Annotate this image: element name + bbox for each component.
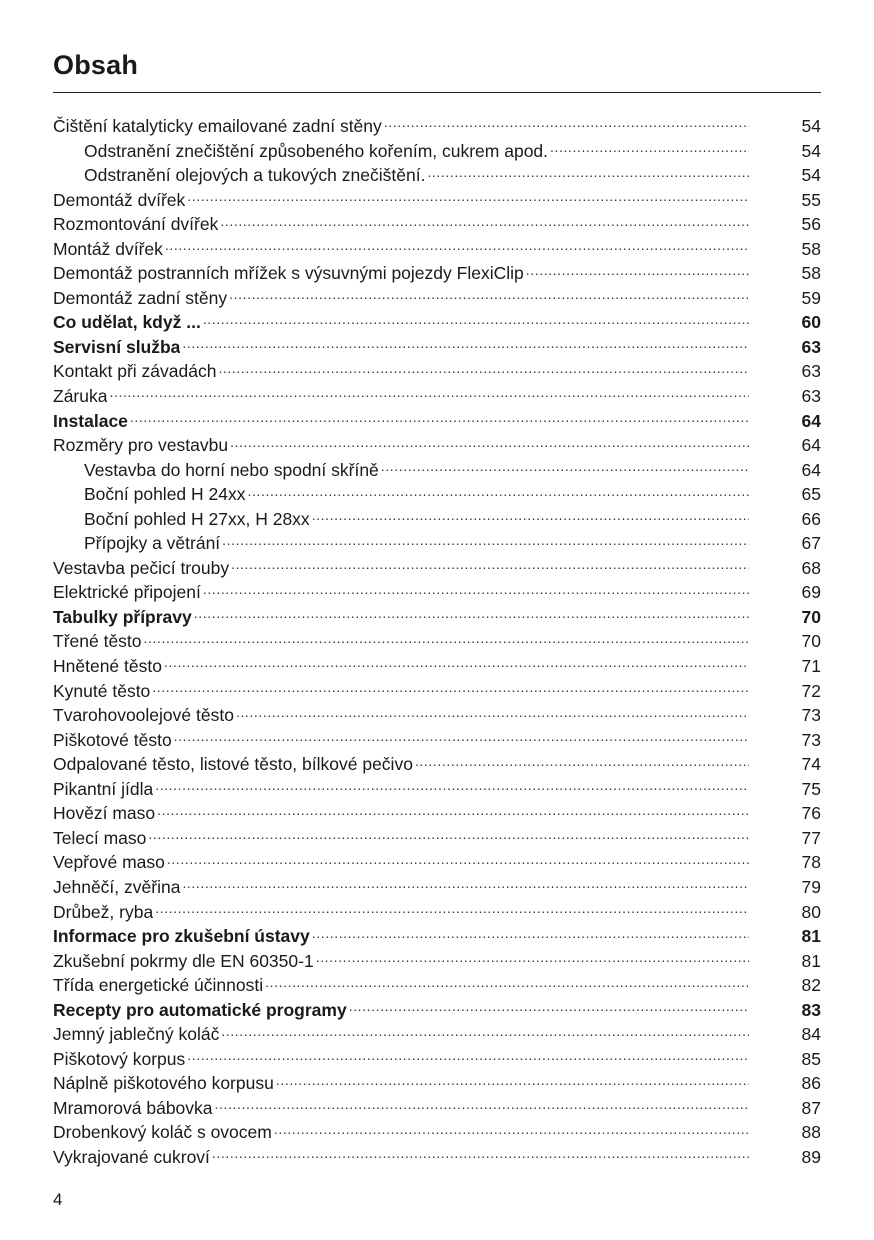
toc-dot-leader: [221, 1023, 749, 1041]
toc-dot-leader: [164, 655, 749, 673]
toc-entry-page: 54: [801, 140, 821, 161]
toc-entry-title: Elektrické připojení: [53, 582, 201, 603]
toc-dot-leader: [248, 483, 750, 501]
toc-entry-title: Telecí maso: [53, 827, 147, 848]
toc-entry-page: 69: [801, 582, 821, 603]
toc-entry-page: 89: [801, 1146, 821, 1167]
toc-entry[interactable]: [53, 1120, 821, 1145]
toc-entry-title: Pikantní jídla: [53, 778, 154, 799]
toc-dot-leader: [130, 409, 749, 427]
toc-dot-leader: [187, 188, 749, 206]
toc-entry-page: 56: [801, 214, 821, 235]
toc-entry[interactable]: [53, 605, 821, 630]
toc-entry[interactable]: [53, 629, 821, 654]
toc-entry[interactable]: [53, 1022, 821, 1047]
toc-entry-page: 58: [801, 263, 821, 284]
toc-entry-title: Boční pohled H 27xx, H 28xx: [84, 508, 310, 529]
toc-entry-page: 65: [801, 484, 821, 505]
toc-dot-leader: [155, 900, 749, 918]
toc-entry-page: 75: [801, 778, 821, 799]
toc-dot-leader: [381, 458, 749, 476]
toc-dot-leader: [384, 115, 749, 133]
toc-entry[interactable]: [53, 703, 821, 728]
toc-entry-page: 66: [801, 508, 821, 529]
toc-dot-leader: [215, 1096, 749, 1114]
toc-dot-leader: [265, 974, 749, 992]
toc-dot-leader: [427, 164, 749, 182]
toc-entry-title: Instalace: [53, 410, 128, 431]
toc-entry[interactable]: [53, 924, 821, 949]
toc-entry-title: Záruka: [53, 386, 108, 407]
toc-dot-leader: [415, 753, 749, 771]
toc-entry-title: Kontakt při závadách: [53, 361, 217, 382]
toc-dot-leader: [316, 949, 749, 967]
toc-entry[interactable]: [53, 409, 821, 434]
toc-entry[interactable]: [53, 973, 821, 998]
toc-entry[interactable]: [53, 188, 821, 213]
toc-entry-page: 58: [801, 238, 821, 259]
toc-entry-page: 63: [801, 361, 821, 382]
toc-entry-title: Piškotové těsto: [53, 729, 172, 750]
toc-dot-leader: [222, 532, 749, 550]
toc-entry-title: Jemný jablečný koláč: [53, 1024, 220, 1045]
table-of-contents: [53, 114, 821, 1170]
toc-dot-leader: [220, 213, 749, 231]
toc-dot-leader: [203, 581, 749, 599]
toc-entry-title: Drůbež, ryba: [53, 901, 154, 922]
toc-dot-leader: [236, 704, 749, 722]
toc-entry-title: Piškotový korpus: [53, 1048, 186, 1069]
toc-entry-title: Kynuté těsto: [53, 680, 151, 701]
toc-entry-page: 83: [801, 999, 821, 1020]
toc-entry[interactable]: [53, 507, 821, 532]
toc-entry-page: 88: [801, 1122, 821, 1143]
toc-entry-page: 85: [801, 1048, 821, 1069]
toc-entry-page: 81: [801, 926, 821, 947]
toc-entry[interactable]: [53, 458, 821, 483]
toc-entry-page: 79: [801, 876, 821, 897]
toc-entry[interactable]: [53, 163, 821, 188]
toc-entry[interactable]: [53, 556, 821, 581]
toc-dot-leader: [144, 630, 749, 648]
toc-entry-title: Odpalované těsto, listové těsto, bílkové pečivo: [53, 754, 413, 775]
toc-entry[interactable]: [53, 237, 821, 262]
toc-entry[interactable]: [53, 1145, 821, 1170]
toc-entry-page: 71: [801, 656, 821, 677]
toc-entry-title: Jehněčí, zvěřina: [53, 876, 181, 897]
toc-entry[interactable]: [53, 212, 821, 237]
toc-entry-page: 82: [801, 975, 821, 996]
toc-entry-title: Přípojky a větrání: [84, 533, 221, 554]
toc-entry[interactable]: [53, 531, 821, 556]
toc-entry[interactable]: [53, 826, 821, 851]
toc-entry[interactable]: [53, 433, 821, 458]
toc-entry[interactable]: [53, 1096, 821, 1121]
toc-dot-leader: [157, 802, 749, 820]
toc-entry-page: 68: [801, 557, 821, 578]
toc-entry-page: 63: [801, 336, 821, 357]
toc-entry-page: 63: [801, 386, 821, 407]
toc-entry-page: 54: [801, 165, 821, 186]
toc-entry-page: 64: [801, 410, 821, 431]
toc-entry[interactable]: [53, 114, 821, 139]
toc-entry-page: 72: [801, 680, 821, 701]
toc-entry-title: Náplně piškotového korpusu: [53, 1073, 274, 1094]
toc-entry[interactable]: [53, 359, 821, 384]
toc-entry-page: 78: [801, 852, 821, 873]
toc-dot-leader: [165, 237, 749, 255]
toc-dot-leader: [312, 925, 749, 943]
toc-entry[interactable]: [53, 654, 821, 679]
toc-dot-leader: [526, 262, 749, 280]
toc-entry-title: Demontáž postranních mřížek s výsuvnými pojezdy FlexiClip: [53, 263, 524, 284]
toc-dot-leader: [274, 1121, 749, 1139]
toc-entry-title: Třída energetické účinnosti: [53, 975, 264, 996]
toc-entry-title: Vestavba do horní nebo spodní skříně: [84, 459, 379, 480]
page-title: Obsah: [53, 50, 139, 80]
toc-entry-page: 59: [801, 287, 821, 308]
toc-entry-title: Recepty pro automatické programy: [53, 999, 347, 1020]
toc-dot-leader: [148, 826, 749, 844]
toc-entry[interactable]: [53, 998, 821, 1023]
toc-entry-title: Hovězí maso: [53, 803, 156, 824]
toc-entry-title: Mramorová bábovka: [53, 1097, 213, 1118]
toc-entry[interactable]: [53, 752, 821, 777]
toc-entry-title: Vestavba pečicí trouby: [53, 557, 230, 578]
toc-entry-title: Boční pohled H 24xx: [84, 484, 246, 505]
toc-entry-page: 81: [801, 950, 821, 971]
toc-dot-leader: [276, 1072, 749, 1090]
toc-dot-leader: [182, 875, 749, 893]
toc-entry-page: 73: [801, 729, 821, 750]
toc-entry-title: Odstranění olejových a tukových znečištění.: [84, 165, 426, 186]
toc-dot-leader: [349, 998, 749, 1016]
toc-dot-leader: [109, 385, 749, 403]
toc-entry-page: 87: [801, 1097, 821, 1118]
toc-entry-title: Rozměry pro vestavbu: [53, 435, 229, 456]
toc-entry-page: 77: [801, 827, 821, 848]
toc-entry-title: Co udělat, když ...: [53, 312, 201, 333]
toc-entry-title: Demontáž zadní stěny: [53, 287, 228, 308]
toc-dot-leader: [174, 728, 749, 746]
title-divider: [53, 92, 821, 93]
toc-entry[interactable]: [53, 1047, 821, 1072]
toc-entry-title: Tvarohovoolejové těsto: [53, 705, 234, 726]
toc-entry[interactable]: [53, 949, 821, 974]
toc-entry[interactable]: [53, 286, 821, 311]
toc-entry[interactable]: [53, 261, 821, 286]
toc-dot-leader: [218, 360, 749, 378]
toc-entry-title: Montáž dvířek: [53, 238, 163, 259]
toc-entry[interactable]: [53, 139, 821, 164]
toc-dot-leader: [212, 1145, 749, 1163]
toc-entry[interactable]: [53, 801, 821, 826]
toc-entry-title: Drobenkový koláč s ovocem: [53, 1122, 272, 1143]
toc-entry-title: Hnětené těsto: [53, 656, 162, 677]
toc-entry-page: 60: [801, 312, 821, 333]
toc-dot-leader: [231, 556, 749, 574]
toc-dot-leader: [312, 507, 749, 525]
toc-entry-title: Vykrajované cukroví: [53, 1146, 210, 1167]
toc-entry-title: Čištění katalyticky emailované zadní stěny: [53, 116, 382, 136]
toc-entry-page: 84: [801, 1024, 821, 1045]
toc-entry-title: Vepřové maso: [53, 852, 165, 873]
toc-dot-leader: [167, 851, 749, 869]
toc-dot-leader: [182, 335, 749, 353]
toc-entry[interactable]: [53, 777, 821, 802]
toc-dot-leader: [550, 139, 749, 157]
toc-entry-title: Rozmontování dvířek: [53, 214, 219, 235]
toc-entry-page: 55: [801, 189, 821, 210]
toc-dot-leader: [152, 679, 749, 697]
toc-entry-title: Tabulky přípravy: [53, 606, 192, 627]
toc-dot-leader: [187, 1047, 749, 1065]
toc-entry-page: 74: [801, 754, 821, 775]
toc-entry-title: Informace pro zkušební ústavy: [53, 926, 310, 947]
page-number: 4: [53, 1190, 63, 1209]
toc-entry-page: 70: [801, 631, 821, 652]
toc-entry-page: 73: [801, 705, 821, 726]
toc-entry-page: 67: [801, 533, 821, 554]
toc-entry[interactable]: [53, 310, 821, 335]
toc-entry[interactable]: [53, 1071, 821, 1096]
toc-entry-title: Odstranění znečištění způsobeného kořením, cukrem apod.: [84, 140, 549, 161]
toc-dot-leader: [229, 286, 749, 304]
toc-entry[interactable]: [53, 850, 821, 875]
toc-dot-leader: [155, 777, 749, 795]
toc-entry[interactable]: [53, 482, 821, 507]
toc-entry-page: 80: [801, 901, 821, 922]
toc-entry-page: 54: [801, 116, 821, 136]
toc-entry[interactable]: [53, 679, 821, 704]
toc-entry-page: 64: [801, 459, 821, 480]
toc-dot-leader: [203, 311, 749, 329]
toc-entry[interactable]: [53, 580, 821, 605]
toc-entry[interactable]: [53, 728, 821, 753]
toc-entry[interactable]: [53, 900, 821, 925]
toc-dot-leader: [230, 434, 749, 452]
toc-entry[interactable]: [53, 875, 821, 900]
toc-entry-title: Servisní služba: [53, 336, 181, 357]
toc-entry-title: Třené těsto: [53, 631, 142, 652]
toc-entry-page: 76: [801, 803, 821, 824]
toc-dot-leader: [194, 605, 749, 623]
toc-entry-title: Demontáž dvířek: [53, 189, 186, 210]
toc-entry-page: 64: [801, 435, 821, 456]
toc-entry[interactable]: [53, 335, 821, 360]
toc-entry-page: 70: [801, 606, 821, 627]
toc-entry-page: 86: [801, 1073, 821, 1094]
toc-entry[interactable]: [53, 384, 821, 409]
toc-entry-title: Zkušební pokrmy dle EN 60350-1: [53, 950, 314, 971]
